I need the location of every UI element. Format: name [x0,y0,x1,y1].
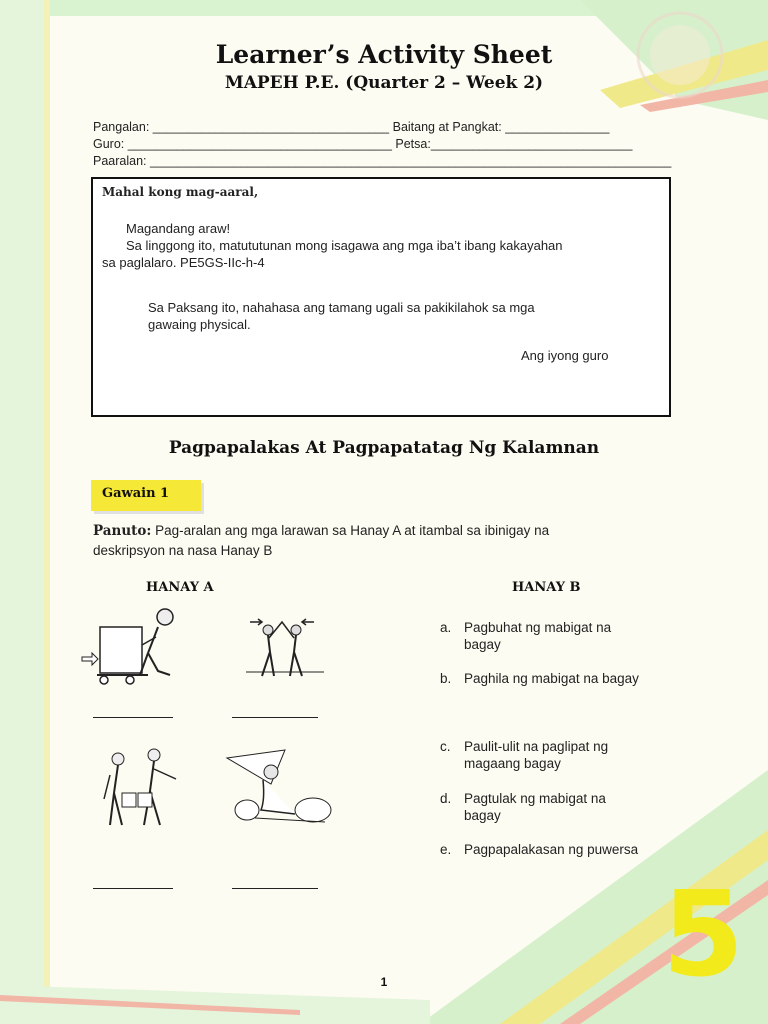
name-grade-field[interactable]: Pangalan: __________________________________ Baitang at Pangkat: _______________ [93,120,610,134]
teacher-date-field[interactable]: Guro: ______________________________________ Petsa:_____________________________ [93,137,633,151]
letter-signature: Ang iyong guro [521,348,609,363]
choice-letter: a. [440,620,452,635]
letter-salutation: Mahal kong mag-aaral, [102,185,259,199]
grade-level-number: 5 [662,865,745,1003]
school-field[interactable]: Paaralan: ___________________________________________________________________________ [93,154,672,168]
letter-line-4: gawaing physical. [148,317,251,332]
answer-blank-2[interactable] [232,717,318,718]
lifting-bags-picture [225,748,340,833]
choice-c [440,738,640,772]
choice-text: Pagtulak ng mabigat na bagay [464,791,606,823]
answer-blank-1[interactable] [93,717,173,718]
choice-letter: d. [440,791,452,806]
choice-letter: e. [440,842,452,857]
instructions [93,521,683,560]
choice-letter: c. [440,739,451,754]
sheet-subtitle: MAPEH P.E. (Quarter 2 – Week 2) [224,73,544,93]
choice-a [440,619,640,653]
activity-tag [91,480,201,511]
sheet-title: Learner’s Activity Sheet [215,40,553,69]
letter-line-1: Sa linggong ito, matututunan mong isagawa ang mga iba’t ibang kakayahan [126,238,563,253]
page-number: 1 [380,975,388,989]
letter-line-2: sa paglalaro. PE5GS-IIc-h-4 [102,255,265,270]
choice-text: Paulit-ulit na paglipat ng magaang bagay [464,739,609,771]
instructions-label: Panuto: [93,523,152,539]
choice-d [440,790,640,824]
pushing-cart-picture [80,605,185,690]
letter-line-3: Sa Paksang ito, nahahasa ang tamang ugali sa pakikilahok sa mga [148,300,535,315]
choice-b [440,670,640,687]
choice-e [440,841,640,858]
letter-greeting: Magandang araw! [126,221,231,236]
teacher-letter-box [91,177,671,417]
choice-text: Paghila ng mabigat na bagay [464,671,639,686]
choice-text: Pagbuhat ng mabigat na bagay [464,620,612,652]
answer-blank-4[interactable] [232,888,318,889]
section-title: Pagpapalakas At Pagpapatatag Ng Kalamnan [168,438,600,458]
instructions-line-2: deskripsyon na nasa Hanay B [93,543,273,558]
activity-tag-label: Gawain 1 [102,486,170,501]
pushing-hands-picture [236,608,326,688]
carrying-buckets-picture [80,745,185,835]
choice-letter: b. [440,671,452,686]
instructions-line-1: Pag-aralan ang mga larawan sa Hanay A at itambal sa ibinigay na [151,523,550,538]
choice-text: Pagpapalakasan ng puwersa [464,842,639,857]
column-b-heading: HANAY B [512,580,581,595]
column-a-heading: HANAY A [146,580,214,595]
answer-blank-3[interactable] [93,888,173,889]
